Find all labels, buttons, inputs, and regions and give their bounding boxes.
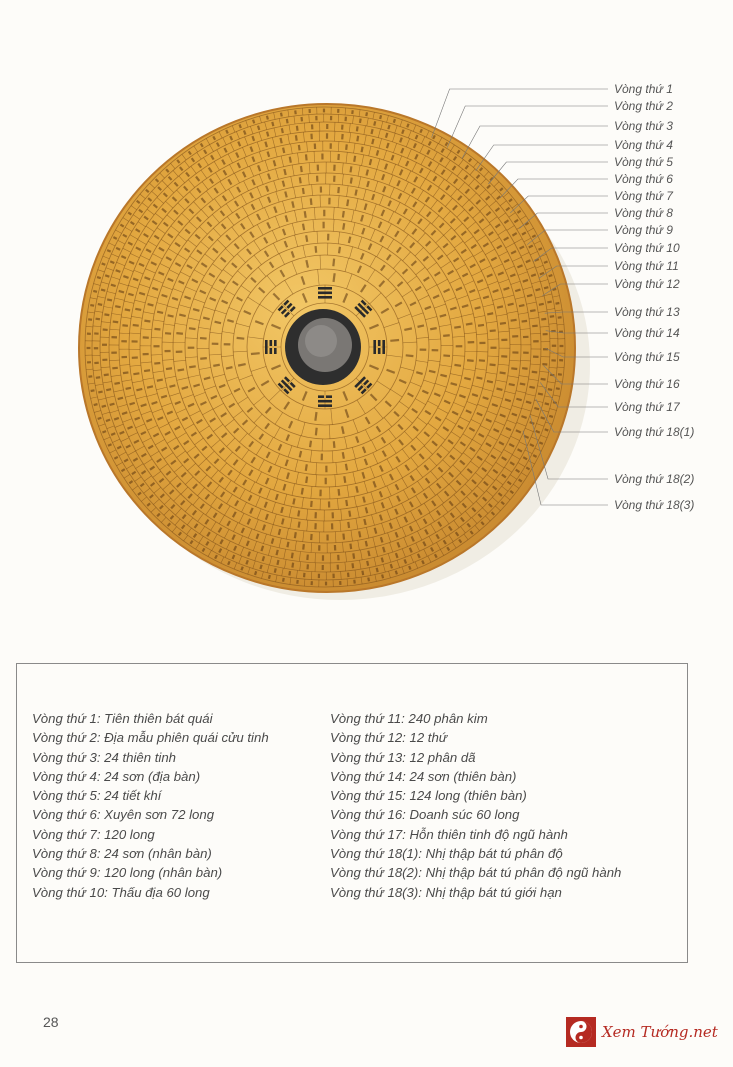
legend-item: Vòng thứ 3: 24 thiên tinh bbox=[32, 749, 177, 765]
ring-label: Vòng thứ 14 bbox=[614, 326, 680, 340]
ring-label: Vòng thứ 5 bbox=[614, 155, 673, 169]
legend-column-left bbox=[32, 709, 269, 902]
ring-label: Vòng thứ 4 bbox=[614, 138, 673, 152]
ring-label: Vòng thứ 6 bbox=[614, 172, 673, 186]
ring-label: Vòng thứ 10 bbox=[614, 241, 680, 255]
legend-item: Vòng thứ 18(1): Nhị thập bát tú phân độ bbox=[330, 846, 563, 862]
legend-item: Vòng thứ 6: Xuyên sơn 72 long bbox=[32, 807, 215, 823]
legend-item: Vòng thứ 11: 240 phân kim bbox=[330, 711, 488, 726]
legend-box bbox=[16, 663, 688, 963]
legend-item: Vòng thứ 7: 120 long bbox=[32, 826, 155, 842]
legend-item: Vòng thứ 4: 24 sơn (địa bàn) bbox=[32, 768, 201, 784]
legend-item: Vòng thứ 5: 24 tiết khí bbox=[32, 788, 162, 804]
yin-yang-icon bbox=[566, 1017, 596, 1047]
ring-label: Vòng thứ 16 bbox=[614, 377, 680, 391]
legend-item: Vòng thứ 13: 12 phân dã bbox=[330, 749, 476, 765]
ring-label: Vòng thứ 1 bbox=[614, 82, 673, 96]
legend-item: Vòng thứ 9: 120 long (nhân bàn) bbox=[32, 865, 223, 881]
ring-label: Vòng thứ 18(2) bbox=[614, 472, 695, 486]
ring-label: Vòng thứ 18(3) bbox=[614, 498, 695, 512]
ring-label: Vòng thứ 18(1) bbox=[614, 425, 695, 439]
legend-item: Vòng thứ 1: Tiên thiên bát quái bbox=[32, 711, 213, 726]
watermark-text: Xem Tướng.net bbox=[602, 1023, 718, 1041]
legend-item: Vòng thứ 10: Thấu địa 60 long bbox=[32, 884, 210, 900]
legend-item: Vòng thứ 12: 12 thứ bbox=[330, 730, 448, 746]
legend-item: Vòng thứ 17: Hỗn thiên tinh độ ngũ hành bbox=[330, 826, 568, 842]
legend-item: Vòng thứ 18(2): Nhị thập bát tú phân độ ngũ hành bbox=[330, 865, 622, 881]
ring-label: Vòng thứ 2 bbox=[614, 99, 673, 113]
legend-item: Vòng thứ 2: Địa mẫu phiên quái cửu tinh bbox=[32, 730, 269, 746]
legend-item: Vòng thứ 14: 24 sơn (thiên bàn) bbox=[330, 768, 517, 784]
ring-label: Vòng thứ 3 bbox=[614, 119, 673, 133]
ring-label: Vòng thứ 17 bbox=[614, 400, 680, 414]
legend-column-right bbox=[330, 709, 621, 902]
ring-label: Vòng thứ 9 bbox=[614, 223, 673, 237]
ring-label: Vòng thứ 12 bbox=[614, 277, 680, 291]
ring-label: Vòng thứ 11 bbox=[614, 259, 679, 273]
ring-label: Vòng thứ 15 bbox=[614, 350, 680, 364]
watermark bbox=[566, 1014, 731, 1050]
ring-label: Vòng thứ 7 bbox=[614, 189, 673, 203]
ring-label: Vòng thứ 8 bbox=[614, 206, 673, 220]
ring-labels bbox=[614, 82, 694, 512]
legend-item: Vòng thứ 18(3): Nhị thập bát tú giới hạn bbox=[330, 884, 562, 900]
legend-item: Vòng thứ 16: Doanh súc 60 long bbox=[330, 807, 520, 823]
page-number: 28 bbox=[43, 1014, 59, 1030]
ring-label: Vòng thứ 13 bbox=[614, 305, 680, 319]
legend-item: Vòng thứ 8: 24 sơn (nhân bàn) bbox=[32, 846, 212, 862]
legend-item: Vòng thứ 15: 124 long (thiên bàn) bbox=[330, 788, 527, 804]
